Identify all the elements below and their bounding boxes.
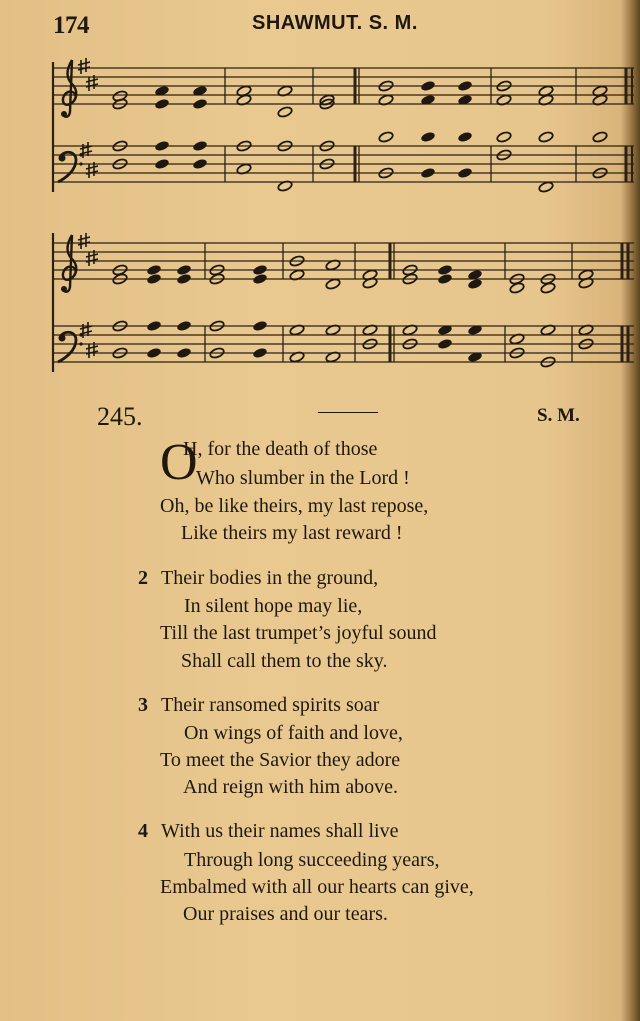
system-1 — [52, 62, 634, 192]
stanza-line: Shall call them to the sky. — [181, 650, 388, 672]
hymn-separator: ——— — [318, 400, 378, 422]
stanza-line: Who slumber in the Lord ! — [196, 467, 410, 489]
stanza-line: Their ransomed spirits soar — [161, 694, 380, 716]
stanza-line: With us their names shall live — [161, 820, 399, 842]
verse-number: 4 — [138, 820, 148, 842]
system-1-notes — [112, 80, 608, 193]
stanza-line: Till the last trumpet’s joyful sound — [160, 622, 437, 644]
hymn-meter: S. M. — [537, 405, 580, 426]
hymn-number: 245. — [97, 402, 143, 431]
verse-number: 3 — [138, 694, 148, 716]
drop-cap: O — [160, 434, 198, 491]
stanza-line: H, for the death of those — [183, 438, 378, 460]
stanza-line: And reign with him above. — [183, 776, 398, 798]
stanza-line: Through long succeeding years, — [184, 849, 440, 871]
stanza-line: On wings of faith and love, — [184, 722, 403, 744]
page-number: 174 — [53, 12, 89, 39]
tune-title: SHAWMUT. S. M. — [252, 12, 418, 34]
stanza-line: Like theirs my last reward ! — [181, 522, 403, 544]
music-score — [0, 0, 640, 390]
stanza-line: Their bodies in the ground, — [161, 567, 379, 589]
stanza-line: Oh, be like theirs, my last repose, — [160, 495, 429, 517]
stanza-line: In silent hope may lie, — [184, 595, 363, 617]
system-2 — [52, 233, 634, 372]
stanza-line: To meet the Savior they adore — [160, 749, 401, 771]
system-2-notes — [112, 255, 594, 368]
stanza-line: Our praises and our tears. — [183, 903, 388, 925]
stanza-line: Embalmed with all our hearts can give, — [160, 876, 474, 898]
verse-number: 2 — [138, 567, 148, 589]
